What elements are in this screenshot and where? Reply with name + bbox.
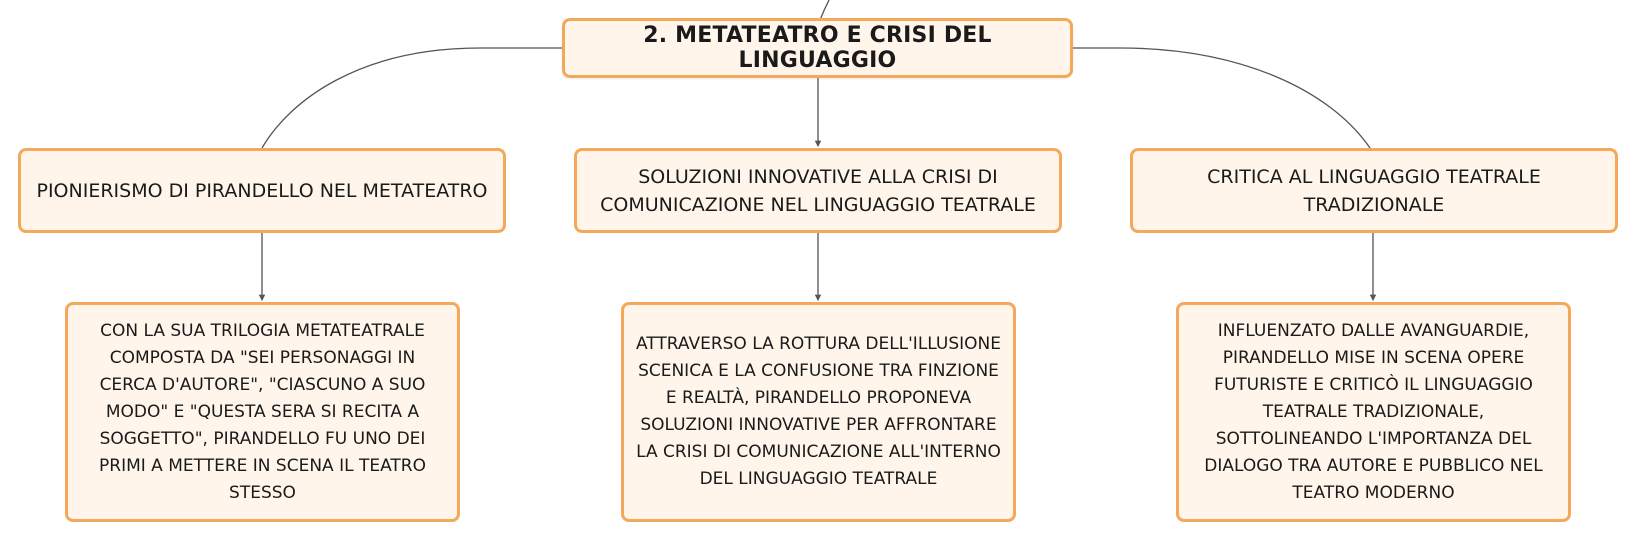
detail-node-critica[interactable] [1176,302,1571,522]
topic-node-pionierismo[interactable] [18,148,506,233]
topic-node-critica[interactable] [1130,148,1618,233]
connector-parent-to-root [820,0,829,20]
topic-label: SOLUZIONI INNOVATIVE ALLA CRISI DI COMUNICAZIONE NEL LINGUAGGIO TEATRALE [600,165,1036,216]
topic-label: PIONIERISMO DI PIRANDELLO NEL METATEATRO [36,179,488,202]
detail-node-soluzioni[interactable] [621,302,1016,522]
connector-root-to-topic-1 [262,48,562,148]
root-title: 2. METATEATRO E CRISI DEL LINGUAGGIO [643,23,992,73]
detail-text: ATTRAVERSO LA ROTTURA DELL'ILLUSIONE SCENICA E LA CONFUSIONE TRA FINZIONE E REALTÀ, PIRANDELLO PROPONEVA SOLUZIONI INNOVATIVE PER AFFRONTARE LA CRISI DI COMUNICAZIONE ALL'INTERNO DEL LINGUAGGIO TEATRALE [636,334,1002,489]
topic-label: CRITICA AL LINGUAGGIO TEATRALE TRADIZIONALE [1207,165,1541,216]
connector-root-to-topic-3 [1073,48,1370,148]
detail-node-pionierismo[interactable] [65,302,460,522]
root-node[interactable] [562,18,1073,78]
topic-node-soluzioni[interactable] [574,148,1062,233]
detail-text: INFLUENZATO DALLE AVANGUARDIE, PIRANDELLO MISE IN SCENA OPERE FUTURISTE E CRITICÒ IL LINGUAGGIO TEATRALE TRADIZIONALE, SOTTOLINEANDO L'IMPORTANZA DEL DIALOGO TRA AUTORE E PUBBLICO NEL TEATRO MODERNO [1204,320,1543,503]
detail-text: CON LA SUA TRILOGIA METATEATRALE COMPOSTA DA "SEI PERSONAGGI IN CERCA D'AUTORE", "CIASCUNO A SUO MODO" E "QUESTA SERA SI RECITA A SOGGETTO", PIRANDELLO FU UNO DEI PRIMI A METTERE IN SCENA IL TEATRO STESSO [99,320,426,503]
